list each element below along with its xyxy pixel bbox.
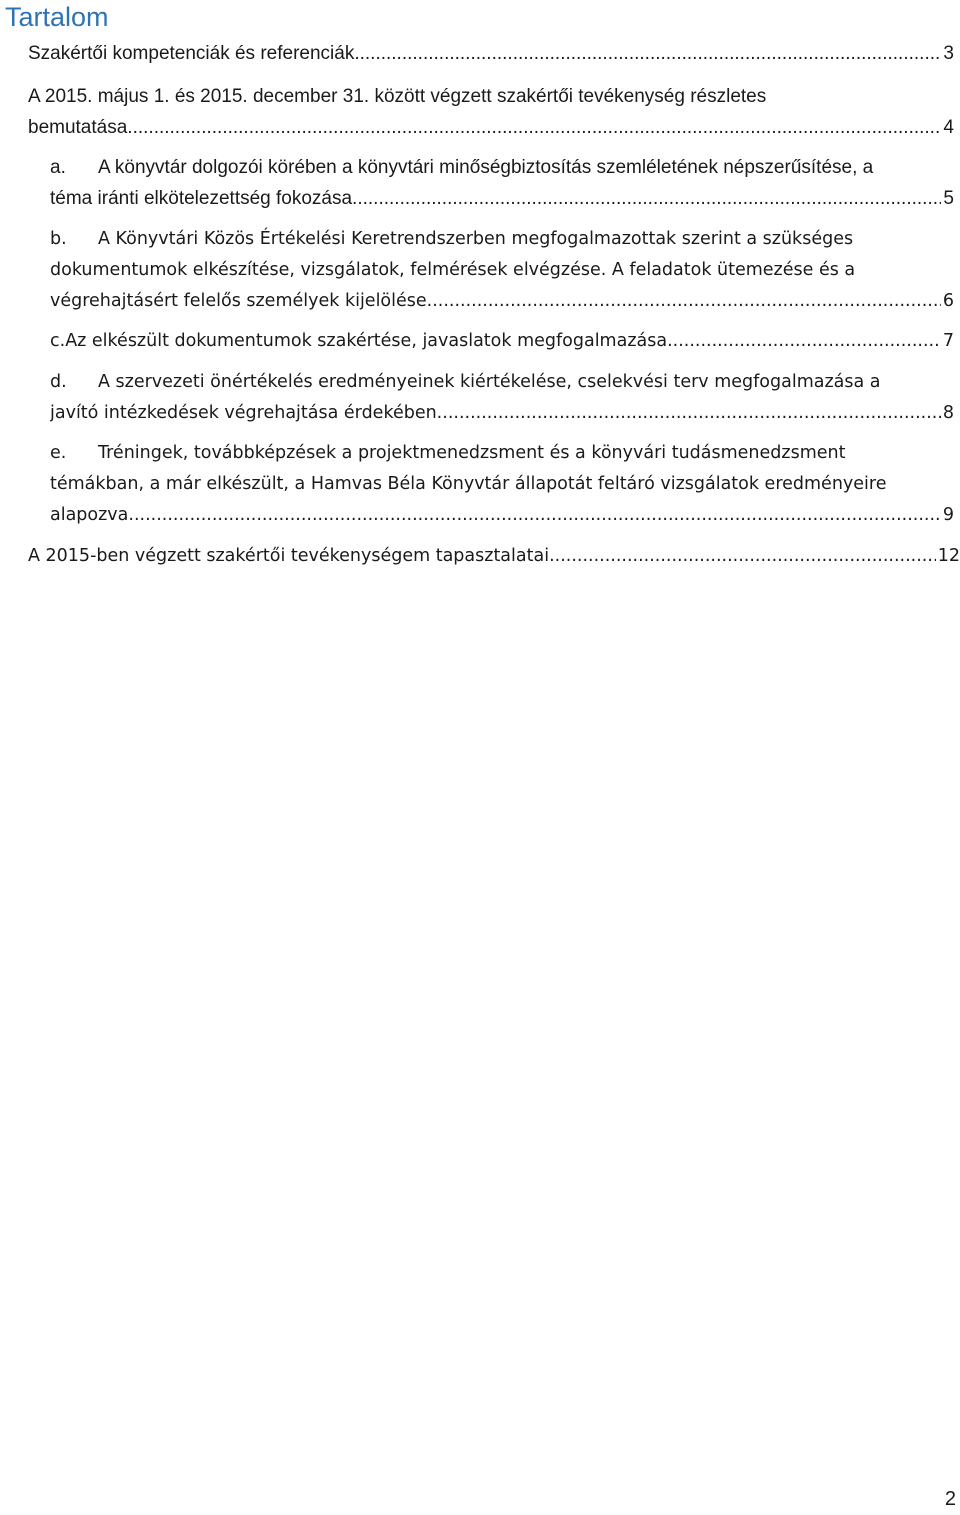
toc-entry-text: Tréningek, továbbképzések a projektmenedzsment és a könyvári tudásmenedzsment xyxy=(98,443,846,463)
toc-entry[interactable] xyxy=(50,367,954,429)
toc-page-number: 3 xyxy=(943,43,954,64)
toc-entry[interactable] xyxy=(50,438,954,531)
toc-entry-text: bemutatása. xyxy=(28,117,133,138)
toc-entry-text: A 2015-ben végzett szakértői tevékenységem tapasztalatai xyxy=(28,546,550,566)
toc-entry-text: végrehajtásért felelős személyek kijelölése. xyxy=(50,291,433,311)
toc-entry[interactable] xyxy=(50,326,954,357)
toc-page-number: 6 xyxy=(942,291,954,311)
toc-entry[interactable] xyxy=(28,81,954,143)
toc-entry[interactable] xyxy=(28,541,960,572)
toc-entry-text: A Könyvtári Közös Értékelési Keretrendszerben megfogalmazottak szerint a szükséges xyxy=(98,229,854,249)
toc-entry-label: a. xyxy=(50,157,66,178)
toc-entry-text: Az elkészült dokumentumok szakértése, javaslatok megfogalmazása. xyxy=(65,331,673,351)
toc-page-number: 4 xyxy=(943,117,954,138)
toc-page-number: 5 xyxy=(943,188,954,209)
toc-page-number: 9 xyxy=(942,505,954,525)
toc-entry-text: javító intézkedések végrehajtása érdekében. xyxy=(50,403,443,423)
toc-entry-text: A 2015. május 1. és 2015. december 31. között végzett szakértői tevékenység részletes xyxy=(28,86,767,107)
toc-entry-label: e. xyxy=(50,443,67,463)
toc-entry-text: A szervezeti önértékelés eredményeinek kiértékelése, cselekvési terv megfogalmazása a xyxy=(98,372,881,392)
toc-entry[interactable] xyxy=(50,152,954,214)
toc-entry-text: Szakértői kompetenciák és referenciák. xyxy=(28,43,360,64)
toc-entry-label: b. xyxy=(50,229,67,249)
toc-page-number: 7 xyxy=(942,331,954,351)
toc-entry-text: témákban, a már elkészült, a Hamvas Béla Könyvtár állapotát feltáró vizsgálatok eredményeire xyxy=(50,474,887,494)
toc-entry-label: d. xyxy=(50,372,67,392)
toc-entry-text: téma iránti elkötelezettség fokozása. xyxy=(50,188,358,209)
toc-heading: Tartalom xyxy=(5,2,109,32)
toc-entry-text: dokumentumok elkészítése, vizsgálatok, felmérések elvégzése. A feladatok ütemezése és a xyxy=(50,260,856,280)
toc-entry[interactable] xyxy=(28,38,954,69)
page-number: 2 xyxy=(944,1488,956,1510)
toc-entry-label: c. xyxy=(50,331,66,351)
toc-entry-text: A könyvtár dolgozói körében a könyvtári minőségbiztosítás szemléletének népszerűsítése, a xyxy=(98,157,874,178)
toc-page-number: 12 xyxy=(937,546,960,566)
toc-entry[interactable] xyxy=(50,224,954,317)
toc-entry-text: alapozva. xyxy=(50,505,134,525)
toc-page-number: 8 xyxy=(942,403,954,423)
